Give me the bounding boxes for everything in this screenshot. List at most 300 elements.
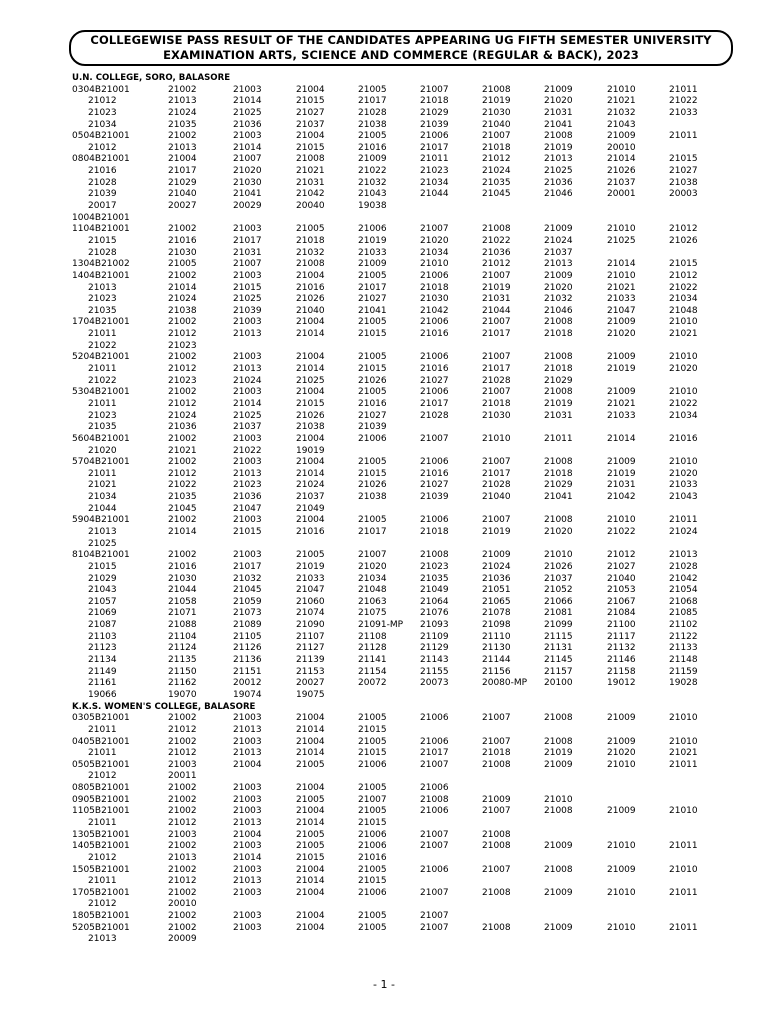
roll-number: 21019 bbox=[358, 235, 387, 246]
result-row bbox=[72, 911, 712, 923]
roll-number: 21014 bbox=[233, 398, 262, 409]
roll-number: 21040 bbox=[296, 305, 325, 316]
roll-number: 21024 bbox=[168, 294, 197, 305]
roll-number: 21032 bbox=[607, 107, 636, 118]
roll-prefix: 1405B21001 bbox=[72, 841, 130, 852]
roll-number: 21033 bbox=[669, 107, 698, 118]
roll-number: 21028 bbox=[669, 561, 698, 572]
roll-number: 21127 bbox=[296, 643, 325, 654]
result-row bbox=[72, 841, 712, 853]
roll-number: 21003 bbox=[233, 794, 262, 805]
roll-prefix: 0505B21001 bbox=[72, 759, 130, 770]
roll-number: 21022 bbox=[88, 375, 117, 386]
roll-number: 21017 bbox=[233, 235, 262, 246]
roll-number: 21008 bbox=[544, 131, 573, 142]
result-row bbox=[72, 178, 712, 190]
roll-number: 21021 bbox=[296, 166, 325, 177]
roll-number: 21016 bbox=[168, 561, 197, 572]
roll-number: 21006 bbox=[420, 352, 449, 363]
roll-number: 21011 bbox=[420, 154, 449, 165]
roll-number: 21037 bbox=[544, 573, 573, 584]
roll-number: 21029 bbox=[544, 480, 573, 491]
roll-number: 21041 bbox=[544, 119, 573, 130]
roll-number: 21017 bbox=[482, 364, 511, 375]
roll-number: 21030 bbox=[482, 107, 511, 118]
result-row bbox=[72, 562, 712, 574]
roll-number: 21002 bbox=[168, 864, 197, 875]
roll-number: 21028 bbox=[482, 375, 511, 386]
roll-number: 21031 bbox=[544, 410, 573, 421]
roll-number: 21018 bbox=[544, 329, 573, 340]
roll-number: 21003 bbox=[233, 550, 262, 561]
roll-number: 21026 bbox=[607, 166, 636, 177]
roll-number: 21148 bbox=[669, 655, 698, 666]
roll-number: 21012 bbox=[168, 398, 197, 409]
result-row bbox=[72, 224, 712, 236]
roll-number: 21012 bbox=[88, 96, 117, 107]
result-row bbox=[72, 760, 712, 772]
roll-number: 21032 bbox=[233, 573, 262, 584]
roll-number: 21076 bbox=[420, 608, 449, 619]
roll-number: 21139 bbox=[296, 655, 325, 666]
roll-number: 21007 bbox=[482, 736, 511, 747]
roll-number: 21030 bbox=[233, 177, 262, 188]
roll-number: 21025 bbox=[233, 410, 262, 421]
result-row bbox=[72, 492, 712, 504]
roll-number: 21014 bbox=[607, 154, 636, 165]
roll-number: 19066 bbox=[88, 689, 117, 700]
roll-number: 21013 bbox=[168, 142, 197, 153]
roll-number: 21022 bbox=[233, 445, 262, 456]
roll-number: 21008 bbox=[296, 154, 325, 165]
roll-number: 21014 bbox=[296, 468, 325, 479]
roll-number: 21021 bbox=[168, 445, 197, 456]
roll-number: 21008 bbox=[482, 922, 511, 933]
roll-number: 21015 bbox=[669, 154, 698, 165]
roll-number: 21028 bbox=[88, 247, 117, 258]
roll-number: 21145 bbox=[544, 655, 573, 666]
result-row bbox=[72, 85, 712, 97]
roll-number: 21015 bbox=[88, 561, 117, 572]
roll-number: 21015 bbox=[358, 364, 387, 375]
result-row bbox=[72, 690, 712, 702]
roll-number: 21024 bbox=[168, 410, 197, 421]
roll-number: 21020 bbox=[607, 329, 636, 340]
roll-number: 21052 bbox=[544, 585, 573, 596]
roll-number: 21021 bbox=[607, 398, 636, 409]
result-row bbox=[72, 154, 712, 166]
roll-number: 21007 bbox=[482, 713, 511, 724]
roll-number: 21006 bbox=[420, 736, 449, 747]
roll-number: 21005 bbox=[358, 806, 387, 817]
roll-number: 21007 bbox=[358, 794, 387, 805]
roll-number: 21002 bbox=[168, 713, 197, 724]
roll-number: 20011 bbox=[168, 771, 197, 782]
roll-number: 21007 bbox=[420, 911, 449, 922]
roll-number: 20100 bbox=[544, 678, 573, 689]
roll-number: 21008 bbox=[482, 84, 511, 95]
roll-number: 21123 bbox=[88, 643, 117, 654]
roll-number: 21131 bbox=[544, 643, 573, 654]
roll-number: 21033 bbox=[296, 573, 325, 584]
roll-number: 21013 bbox=[88, 934, 117, 945]
roll-number: 21008 bbox=[544, 806, 573, 817]
roll-number: 21021 bbox=[607, 96, 636, 107]
roll-number: 21048 bbox=[358, 585, 387, 596]
result-row bbox=[72, 737, 712, 749]
roll-number: 21031 bbox=[482, 294, 511, 305]
roll-number: 21026 bbox=[358, 480, 387, 491]
roll-number: 21012 bbox=[168, 468, 197, 479]
roll-number: 21028 bbox=[420, 410, 449, 421]
roll-number: 21008 bbox=[544, 713, 573, 724]
roll-number: 21006 bbox=[420, 783, 449, 794]
roll-number: 21040 bbox=[168, 189, 197, 200]
result-row bbox=[72, 888, 712, 900]
roll-number: 21005 bbox=[296, 224, 325, 235]
roll-number: 21037 bbox=[233, 422, 262, 433]
roll-number: 21008 bbox=[420, 550, 449, 561]
result-row bbox=[72, 446, 712, 458]
roll-number: 21002 bbox=[168, 433, 197, 444]
result-row bbox=[72, 120, 712, 132]
roll-number: 21041 bbox=[358, 305, 387, 316]
roll-number: 21033 bbox=[607, 294, 636, 305]
roll-number: 21005 bbox=[358, 84, 387, 95]
roll-number: 21015 bbox=[358, 876, 387, 887]
roll-number: 21015 bbox=[358, 468, 387, 479]
roll-number: 21009 bbox=[544, 759, 573, 770]
roll-number: 21009 bbox=[358, 154, 387, 165]
roll-number: 21010 bbox=[669, 387, 698, 398]
roll-prefix: 1104B21001 bbox=[72, 224, 130, 235]
result-row bbox=[72, 236, 712, 248]
roll-number: 21107 bbox=[296, 631, 325, 642]
roll-number: 21027 bbox=[358, 410, 387, 421]
roll-number: 21020 bbox=[88, 445, 117, 456]
roll-number: 21011 bbox=[669, 84, 698, 95]
roll-number: 21013 bbox=[88, 526, 117, 537]
roll-number: 21020 bbox=[607, 748, 636, 759]
roll-number: 21026 bbox=[296, 294, 325, 305]
roll-number: 21024 bbox=[544, 235, 573, 246]
roll-number: 21108 bbox=[358, 631, 387, 642]
roll-number: 21025 bbox=[607, 235, 636, 246]
roll-number: 21011 bbox=[669, 515, 698, 526]
result-row bbox=[72, 923, 712, 935]
roll-number: 21002 bbox=[168, 783, 197, 794]
roll-number: 21071 bbox=[168, 608, 197, 619]
result-row bbox=[72, 550, 712, 562]
roll-number: 21074 bbox=[296, 608, 325, 619]
roll-number: 21069 bbox=[88, 608, 117, 619]
roll-number: 21004 bbox=[296, 713, 325, 724]
roll-number: 21006 bbox=[420, 131, 449, 142]
roll-number: 21002 bbox=[168, 317, 197, 328]
roll-number: 21109 bbox=[420, 631, 449, 642]
roll-number: 21117 bbox=[607, 631, 636, 642]
roll-number: 21151 bbox=[233, 666, 262, 677]
roll-number: 21017 bbox=[233, 561, 262, 572]
roll-number: 19075 bbox=[296, 689, 325, 700]
roll-number: 21003 bbox=[233, 387, 262, 398]
roll-number: 21010 bbox=[607, 759, 636, 770]
roll-number: 21014 bbox=[296, 329, 325, 340]
roll-number: 21009 bbox=[607, 713, 636, 724]
roll-number: 21043 bbox=[358, 189, 387, 200]
roll-number: 21053 bbox=[607, 585, 636, 596]
roll-number: 21032 bbox=[358, 177, 387, 188]
roll-prefix: 1105B21001 bbox=[72, 806, 130, 817]
roll-number: 21035 bbox=[88, 422, 117, 433]
roll-number: 21014 bbox=[233, 852, 262, 863]
roll-number: 19012 bbox=[607, 678, 636, 689]
roll-number: 21012 bbox=[168, 364, 197, 375]
roll-number: 21003 bbox=[233, 515, 262, 526]
roll-number: 21003 bbox=[168, 829, 197, 840]
roll-number: 21016 bbox=[420, 364, 449, 375]
roll-number: 21017 bbox=[420, 748, 449, 759]
roll-number: 21064 bbox=[420, 596, 449, 607]
roll-number: 21040 bbox=[482, 492, 511, 503]
roll-number: 21025 bbox=[88, 538, 117, 549]
roll-number: 21010 bbox=[420, 259, 449, 270]
roll-number: 19038 bbox=[358, 201, 387, 212]
roll-number: 21026 bbox=[296, 410, 325, 421]
roll-prefix: 1004B21001 bbox=[72, 212, 130, 223]
roll-number: 21067 bbox=[607, 596, 636, 607]
roll-number: 21161 bbox=[88, 678, 117, 689]
roll-number: 21003 bbox=[233, 713, 262, 724]
result-row bbox=[72, 271, 712, 283]
roll-number: 21007 bbox=[482, 806, 511, 817]
roll-number: 21013 bbox=[669, 550, 698, 561]
result-row bbox=[72, 399, 712, 411]
roll-number: 21007 bbox=[420, 759, 449, 770]
roll-number: 21149 bbox=[88, 666, 117, 677]
roll-number: 21013 bbox=[233, 748, 262, 759]
roll-number: 21045 bbox=[233, 585, 262, 596]
roll-number: 21010 bbox=[607, 515, 636, 526]
roll-number: 21002 bbox=[168, 515, 197, 526]
roll-number: 21011 bbox=[88, 876, 117, 887]
result-row bbox=[72, 539, 712, 551]
roll-number: 21025 bbox=[233, 107, 262, 118]
roll-number: 21034 bbox=[669, 410, 698, 421]
roll-number: 21022 bbox=[168, 480, 197, 491]
roll-number: 21039 bbox=[358, 422, 387, 433]
roll-number: 21093 bbox=[420, 620, 449, 631]
roll-number: 21005 bbox=[358, 911, 387, 922]
roll-number: 21049 bbox=[420, 585, 449, 596]
roll-number: 21034 bbox=[420, 247, 449, 258]
roll-number: 21033 bbox=[669, 480, 698, 491]
title-line-1: COLLEGEWISE PASS RESULT OF THE CANDIDATES APPEARING UG FIFTH SEMESTER UNIVERSITY bbox=[90, 33, 712, 47]
roll-number: 21004 bbox=[296, 911, 325, 922]
roll-number: 21003 bbox=[233, 922, 262, 933]
roll-number: 21018 bbox=[296, 235, 325, 246]
roll-number: 21014 bbox=[296, 724, 325, 735]
roll-number: 21157 bbox=[544, 666, 573, 677]
roll-number: 21021 bbox=[669, 329, 698, 340]
roll-number: 21018 bbox=[482, 142, 511, 153]
roll-number: 21047 bbox=[233, 503, 262, 514]
roll-number: 21128 bbox=[358, 643, 387, 654]
roll-number: 21016 bbox=[296, 526, 325, 537]
roll-number: 21129 bbox=[420, 643, 449, 654]
roll-number: 21028 bbox=[88, 177, 117, 188]
roll-number: 21005 bbox=[296, 794, 325, 805]
roll-number: 21015 bbox=[358, 724, 387, 735]
result-row bbox=[72, 655, 712, 667]
roll-number: 21087 bbox=[88, 620, 117, 631]
roll-number: 21003 bbox=[233, 911, 262, 922]
result-row bbox=[72, 620, 712, 632]
roll-prefix: 1304B21002 bbox=[72, 259, 130, 270]
roll-number: 21022 bbox=[88, 340, 117, 351]
result-row bbox=[72, 341, 712, 353]
roll-number: 21029 bbox=[168, 177, 197, 188]
roll-number: 21010 bbox=[607, 841, 636, 852]
roll-number: 21115 bbox=[544, 631, 573, 642]
roll-prefix: 5904B21001 bbox=[72, 515, 130, 526]
roll-number: 21136 bbox=[233, 655, 262, 666]
roll-number: 21004 bbox=[296, 783, 325, 794]
roll-number: 21066 bbox=[544, 596, 573, 607]
roll-number: 21004 bbox=[233, 759, 262, 770]
result-row bbox=[72, 201, 712, 213]
roll-number: 21023 bbox=[233, 480, 262, 491]
roll-number: 21015 bbox=[358, 818, 387, 828]
roll-number: 19028 bbox=[669, 678, 698, 689]
roll-number: 21026 bbox=[358, 375, 387, 386]
results-list bbox=[72, 73, 712, 946]
roll-number: 21036 bbox=[168, 422, 197, 433]
roll-number: 21028 bbox=[482, 480, 511, 491]
roll-number: 21002 bbox=[168, 131, 197, 142]
roll-number: 20001 bbox=[607, 189, 636, 200]
roll-number: 21016 bbox=[88, 166, 117, 177]
roll-number: 21021 bbox=[607, 282, 636, 293]
roll-number: 21015 bbox=[296, 96, 325, 107]
roll-number: 21012 bbox=[88, 771, 117, 782]
roll-number: 21004 bbox=[296, 736, 325, 747]
roll-prefix: 0905B21001 bbox=[72, 794, 130, 805]
roll-number: 21073 bbox=[233, 608, 262, 619]
roll-number: 21007 bbox=[420, 887, 449, 898]
roll-number: 21133 bbox=[669, 643, 698, 654]
roll-number: 21015 bbox=[233, 282, 262, 293]
roll-number: 21042 bbox=[669, 573, 698, 584]
roll-number: 21102 bbox=[669, 620, 698, 631]
roll-number: 21098 bbox=[482, 620, 511, 631]
roll-number: 21005 bbox=[358, 317, 387, 328]
roll-number: 21058 bbox=[168, 596, 197, 607]
roll-number: 21012 bbox=[669, 224, 698, 235]
roll-number: 21011 bbox=[88, 398, 117, 409]
result-row bbox=[72, 480, 712, 492]
roll-number: 20003 bbox=[669, 189, 698, 200]
roll-number: 21078 bbox=[482, 608, 511, 619]
roll-number: 20027 bbox=[296, 678, 325, 689]
roll-number: 21027 bbox=[420, 375, 449, 386]
roll-number: 21009 bbox=[544, 224, 573, 235]
roll-number: 21002 bbox=[168, 457, 197, 468]
roll-number: 21016 bbox=[358, 142, 387, 153]
roll-number: 21037 bbox=[607, 177, 636, 188]
roll-number: 21020 bbox=[420, 235, 449, 246]
roll-number: 21002 bbox=[168, 736, 197, 747]
roll-number: 21022 bbox=[669, 398, 698, 409]
roll-number: 21143 bbox=[420, 655, 449, 666]
roll-number: 21030 bbox=[420, 294, 449, 305]
roll-number: 21012 bbox=[607, 550, 636, 561]
roll-number: 21005 bbox=[296, 759, 325, 770]
roll-number: 21023 bbox=[88, 107, 117, 118]
roll-number: 21010 bbox=[669, 864, 698, 875]
roll-number: 21010 bbox=[669, 713, 698, 724]
roll-prefix: 0305B21001 bbox=[72, 713, 130, 724]
result-row bbox=[72, 632, 712, 644]
roll-number: 21158 bbox=[607, 666, 636, 677]
roll-number: 21010 bbox=[607, 224, 636, 235]
roll-number: 21130 bbox=[482, 643, 511, 654]
roll-number: 21047 bbox=[607, 305, 636, 316]
roll-number: 21090 bbox=[296, 620, 325, 631]
roll-number: 21038 bbox=[669, 177, 698, 188]
roll-number: 21013 bbox=[544, 154, 573, 165]
roll-number: 21013 bbox=[233, 468, 262, 479]
roll-number: 21002 bbox=[168, 806, 197, 817]
roll-prefix: 5604B21001 bbox=[72, 433, 130, 444]
roll-number: 21057 bbox=[88, 596, 117, 607]
roll-number: 21005 bbox=[358, 736, 387, 747]
roll-number: 21132 bbox=[607, 643, 636, 654]
roll-number: 21005 bbox=[358, 515, 387, 526]
roll-number: 21002 bbox=[168, 911, 197, 922]
roll-number: 21016 bbox=[420, 329, 449, 340]
roll-number: 21038 bbox=[296, 422, 325, 433]
roll-number: 21017 bbox=[168, 166, 197, 177]
roll-number: 21059 bbox=[233, 596, 262, 607]
roll-number: 21027 bbox=[420, 480, 449, 491]
roll-number: 21007 bbox=[358, 550, 387, 561]
roll-number: 21017 bbox=[358, 282, 387, 293]
roll-number: 21025 bbox=[233, 294, 262, 305]
roll-number: 21015 bbox=[358, 329, 387, 340]
roll-number: 21010 bbox=[669, 806, 698, 817]
roll-number: 21048 bbox=[669, 305, 698, 316]
roll-number: 21154 bbox=[358, 666, 387, 677]
roll-number: 21033 bbox=[607, 410, 636, 421]
roll-number: 21014 bbox=[607, 433, 636, 444]
roll-number: 21009 bbox=[607, 736, 636, 747]
roll-number: 21031 bbox=[544, 107, 573, 118]
roll-number: 21008 bbox=[482, 887, 511, 898]
roll-number: 21018 bbox=[544, 364, 573, 375]
roll-number: 21003 bbox=[233, 887, 262, 898]
roll-number: 20029 bbox=[233, 201, 262, 212]
roll-number: 21019 bbox=[607, 364, 636, 375]
result-row bbox=[72, 189, 712, 201]
roll-number: 21034 bbox=[358, 573, 387, 584]
roll-prefix: 1705B21001 bbox=[72, 887, 130, 898]
roll-number: 21014 bbox=[607, 259, 636, 270]
roll-number: 21010 bbox=[669, 736, 698, 747]
roll-number: 21036 bbox=[482, 573, 511, 584]
result-row bbox=[72, 515, 712, 527]
roll-number: 21042 bbox=[420, 305, 449, 316]
